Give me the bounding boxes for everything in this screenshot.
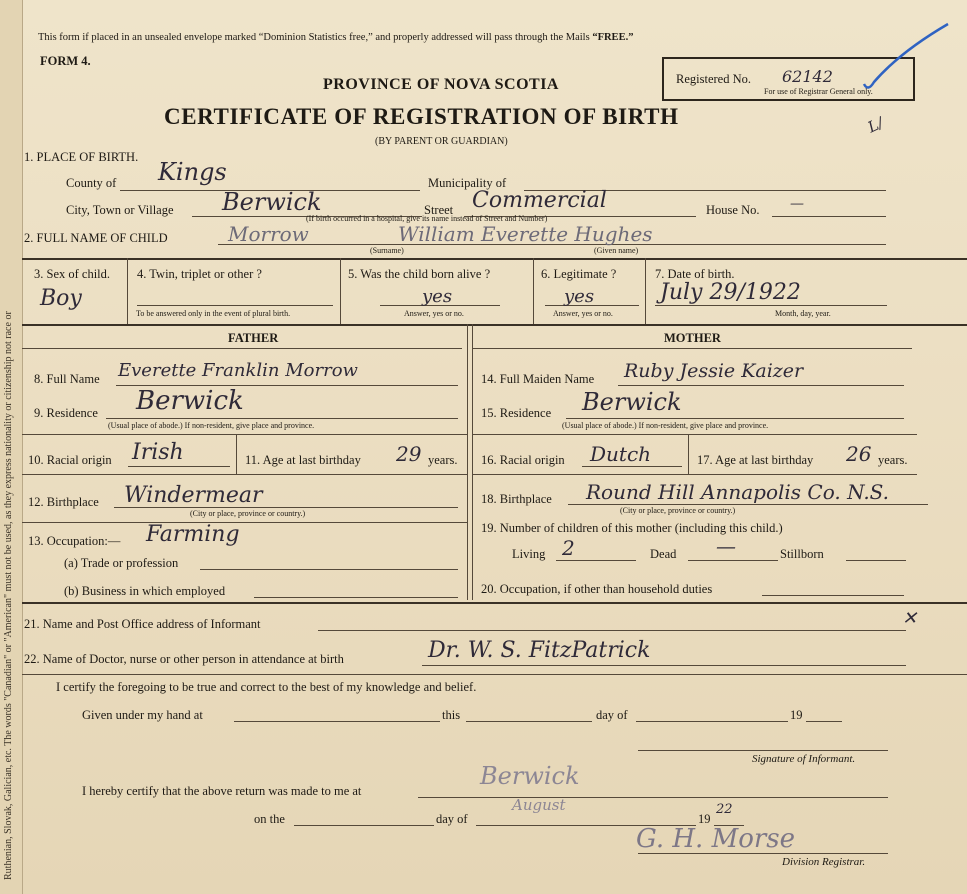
- mother-years: years.: [878, 453, 908, 467]
- house-value: —: [790, 196, 804, 212]
- on-the-label: on the: [254, 812, 285, 826]
- certificate-subtitle: (BY PARENT OR GUARDIAN): [375, 136, 508, 147]
- mother-race-value: Dutch: [590, 442, 652, 466]
- twin-note: To be answered only in the event of plural birth.: [136, 309, 291, 318]
- mother-res-value: Berwick: [582, 388, 682, 416]
- city-label: City, Town or Village: [66, 203, 174, 217]
- legit-note: Answer, yes or no.: [553, 309, 613, 318]
- mother-birth-value: Round Hill Annapolis Co. N.S.: [586, 480, 890, 504]
- alive-value: yes: [422, 286, 453, 307]
- twin-label: 4. Twin, triplet or other ?: [137, 267, 262, 281]
- county-value: Kings: [158, 158, 227, 186]
- province-heading: PROVINCE OF NOVA SCOTIA: [323, 76, 559, 93]
- alive-note: Answer, yes or no.: [404, 309, 464, 318]
- day-of-label: day of: [596, 708, 628, 722]
- doctor-label: 22. Name of Doctor, nurse or other person in attendance at birth: [24, 652, 344, 666]
- street-value: Commercial: [472, 188, 607, 213]
- mother-name-label: 14. Full Maiden Name: [481, 372, 595, 386]
- sex-value: Boy: [40, 286, 82, 311]
- child-given-value: William Everette Hughes: [398, 222, 653, 246]
- date-note: Month, day, year.: [775, 309, 831, 318]
- given-caption: (Given name): [594, 246, 639, 255]
- informant-label: 21. Name and Post Office address of Informant: [24, 617, 261, 631]
- edge-text: Ruthenian, Slovak, Galician, etc. The words "Canadian" or "American" must not be used, as they express nationality or citizenship not race or: [3, 311, 14, 880]
- date-label: 7. Date of birth.: [655, 267, 735, 281]
- stillborn-label: Stillborn: [780, 547, 824, 561]
- mother-race-label: 16. Racial origin: [481, 453, 565, 467]
- corner-mark: L/: [864, 113, 887, 137]
- registrar-signature-label: Division Registrar.: [782, 856, 866, 868]
- father-race-value: Irish: [132, 440, 184, 465]
- city-value: Berwick: [222, 188, 322, 216]
- father-race-label: 10. Racial origin: [28, 453, 112, 467]
- registered-note: For use of Registrar General only.: [764, 87, 873, 96]
- this-label: this: [442, 708, 461, 722]
- registrar-day-of-label: day of: [436, 812, 468, 826]
- father-occ-value: Farming: [146, 522, 240, 547]
- mother-birth-label: 18. Birthplace: [481, 492, 552, 506]
- mother-res-label: 15. Residence: [481, 406, 552, 420]
- registrar-place-value: Berwick: [480, 762, 580, 790]
- father-age-label: 11. Age at last birthday: [245, 453, 361, 467]
- given-label: Given under my hand at: [82, 708, 203, 722]
- mother-occ-label: 20. Occupation, if other than household duties: [481, 582, 713, 596]
- registered-number: 62142: [782, 67, 833, 86]
- house-label: House No.: [706, 203, 760, 217]
- sex-label: 3. Sex of child.: [34, 267, 111, 281]
- father-trade-label: (a) Trade or profession: [64, 556, 179, 570]
- living-label: Living: [512, 547, 546, 561]
- informant-signature-label: Signature of Informant.: [752, 753, 856, 765]
- certificate-title: CERTIFICATE OF REGISTRATION OF BIRTH: [164, 104, 679, 129]
- mother-res-note: (Usual place of abode.) If non-resident, give place and province.: [562, 421, 769, 430]
- mother-age-label: 17. Age at last birthday: [697, 453, 814, 467]
- check-tick-icon: [860, 22, 952, 92]
- father-age-value: 29: [396, 442, 422, 466]
- certify-text: I certify the foregoing to be true and correct to the best of my knowledge and belief.: [56, 680, 477, 694]
- registrar-year-prefix: 19: [698, 812, 711, 826]
- father-birth-label: 12. Birthplace: [28, 495, 99, 509]
- mother-heading: MOTHER: [664, 331, 721, 345]
- registered-label: Registered No.: [676, 72, 751, 86]
- legit-label: 6. Legitimate ?: [541, 267, 617, 281]
- left-edge-strip: [0, 0, 23, 894]
- father-res-value: Berwick: [136, 386, 244, 416]
- mail-note-text: This form if placed in an unsealed envelope marked “Dominion Statistics free,” and properly addressed will pass through the Mails: [38, 32, 590, 43]
- father-business-label: (b) Business in which employed: [64, 584, 226, 598]
- year-prefix: 19: [790, 708, 803, 722]
- father-birth-value: Windermear: [124, 483, 263, 508]
- registrar-month-value: August: [512, 796, 566, 814]
- mother-name-value: Ruby Jessie Kaizer: [624, 360, 804, 382]
- father-heading: FATHER: [228, 331, 279, 345]
- mail-note: [38, 32, 633, 43]
- mother-birth-note: (City or place, province or country.): [620, 506, 736, 515]
- mother-children-label: 19. Number of children of this mother (including this child.): [481, 521, 783, 535]
- living-value: 2: [562, 536, 575, 560]
- father-res-label: 9. Residence: [34, 406, 98, 420]
- father-name-value: Everette Franklin Morrow: [118, 360, 358, 381]
- child-surname-value: Morrow: [228, 222, 309, 246]
- father-years: years.: [428, 453, 458, 467]
- street-label: Street: [424, 203, 454, 217]
- registrar-text: I hereby certify that the above return was made to me at: [82, 784, 362, 798]
- father-res-note: (Usual place of abode.) If non-resident, give place and province.: [108, 421, 315, 430]
- registrar-signature-value: G. H. Morse: [636, 824, 796, 854]
- child-name-label: 2. FULL NAME OF CHILD: [24, 231, 168, 245]
- mail-note-free: “FREE.”: [592, 32, 634, 43]
- mother-age-value: 26: [846, 442, 872, 466]
- dead-value: —: [716, 534, 736, 558]
- legit-value: yes: [564, 286, 595, 307]
- municipality-label: Municipality of: [428, 176, 507, 190]
- alive-label: 5. Was the child born alive ?: [348, 267, 491, 281]
- dead-label: Dead: [650, 547, 677, 561]
- form-number: FORM 4.: [40, 54, 91, 68]
- county-label: County of: [66, 176, 117, 190]
- father-occ-label: 13. Occupation:—: [28, 534, 121, 548]
- date-value: July 29/1922: [660, 280, 801, 305]
- registrar-year-value: 22: [716, 802, 733, 817]
- doctor-value: Dr. W. S. FitzPatrick: [428, 638, 651, 663]
- surname-caption: (Surname): [370, 246, 404, 255]
- father-birth-note: (City or place, province or country.): [190, 509, 306, 518]
- father-name-label: 8. Full Name: [34, 372, 100, 386]
- informant-mark: ✕: [902, 608, 918, 629]
- place-heading: 1. PLACE OF BIRTH.: [24, 150, 139, 164]
- hospital-note: (If birth occurred in a hospital, give its name instead of Street and Number): [306, 214, 548, 223]
